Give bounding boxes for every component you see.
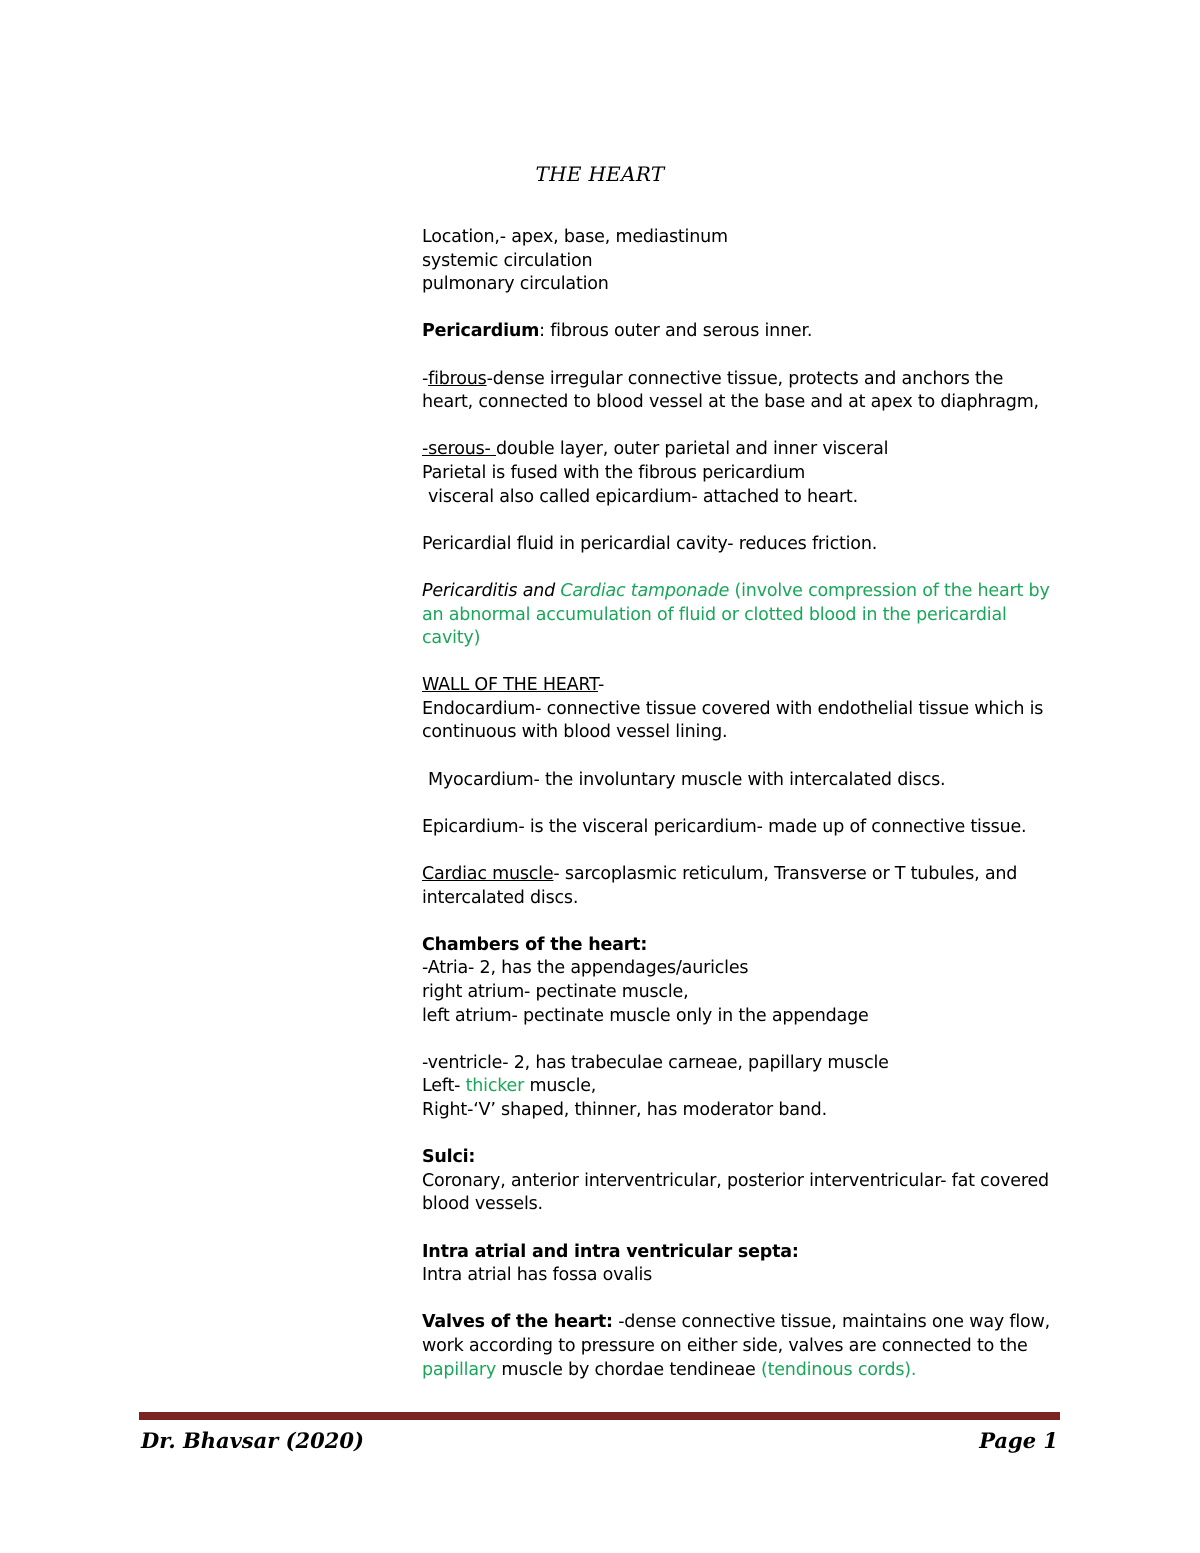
left-prefix: Left-: [422, 1076, 466, 1097]
valves-line-1: [422, 1311, 1072, 1335]
fibrous-term: fibrous: [428, 368, 487, 389]
fibrous-line-2: heart, connected to blood vessel at the base and at apex to diaphragm,: [422, 392, 1039, 413]
left-ventricle-line: [422, 1075, 1072, 1099]
serous-term: -serous-: [422, 439, 497, 460]
atria-line: -Atria- 2, has the appendages/auricles: [422, 958, 749, 979]
chambers-heading: Chambers of the heart:: [422, 934, 648, 955]
valves-text-1: -dense connective tissue, maintains one way flow,: [612, 1312, 1051, 1333]
serous-line-1: [422, 438, 1072, 462]
sulci-line-1: Coronary, anterior interventricular, posterior interventricular- fat covered: [422, 1170, 1049, 1191]
left-atrium-line: left atrium- pectinate muscle only in the appendage: [422, 1005, 869, 1026]
cardiac-muscle-line-1: [422, 863, 1072, 887]
sulci-line-2: blood vessels.: [422, 1194, 543, 1215]
endocardium-line-2: continuous with blood vessel lining.: [422, 722, 728, 743]
left-suffix: muscle,: [524, 1076, 597, 1097]
valves-line-3: [422, 1359, 1072, 1383]
fibrous-line-1: [422, 368, 1072, 392]
right-ventricle-line: Right-‘V’ shaped, thinner, has moderator band.: [422, 1099, 827, 1120]
page-title: THE HEART: [535, 162, 665, 186]
systemic-line: systemic circulation: [422, 250, 593, 271]
tamponade-text-3: cavity): [422, 628, 481, 649]
wall-heading-suffix: -: [598, 675, 605, 696]
septa-line: Intra atrial has fossa ovalis: [422, 1265, 653, 1286]
pericardial-fluid-line: Pericardial fluid in pericardial cavity- reduces friction.: [422, 533, 878, 554]
papillary-term: papillary: [422, 1359, 497, 1380]
tamponade-text-2: an abnormal accumulation of fluid or clotted blood in the pericardial: [422, 604, 1007, 625]
valves-text-3: muscle by chordae tendineae: [496, 1359, 761, 1380]
pericardium-heading: Pericardium: [422, 321, 540, 342]
valves-line-2: work according to pressure on either side, valves are connected to the: [422, 1335, 1028, 1356]
pericarditis-term: Pericarditis and: [422, 580, 561, 601]
footer-rule: [139, 1412, 1060, 1420]
pericardium-text: : fibrous outer and serous inner.: [539, 321, 813, 342]
myocardium-line: Myocardium- the involuntary muscle with intercalated discs.: [428, 769, 946, 790]
serous-line-2: Parietal is fused with the fibrous pericardium: [422, 462, 806, 483]
serous-line-3: visceral also called epicardium- attached to heart.: [428, 486, 858, 507]
serous-text: double layer, outer parietal and inner visceral: [496, 439, 889, 460]
septa-heading: Intra atrial and intra ventricular septa:: [422, 1241, 799, 1262]
pulmonary-line: pulmonary circulation: [422, 274, 609, 295]
fibrous-text: -dense irregular connective tissue, protects and anchors the: [486, 368, 1004, 389]
endocardium-line-1: Endocardium- connective tissue covered with endothelial tissue which is: [422, 698, 1044, 719]
cardiac-muscle-term: Cardiac muscle: [422, 864, 554, 885]
cardiac-muscle-line-2: intercalated discs.: [422, 887, 579, 908]
wall-heading: WALL OF THE HEART: [422, 675, 599, 696]
tamponade-term: Cardiac tamponade: [560, 580, 730, 601]
right-atrium-line: right atrium- pectinate muscle,: [422, 982, 689, 1002]
footer-author: Dr. Bhavsar (2020): [141, 1428, 364, 1453]
footer-page-number: Page 1: [979, 1428, 1058, 1453]
thicker-term: thicker: [465, 1076, 525, 1097]
location-line: Location,- apex, base, mediastinum: [422, 227, 728, 247]
epicardium-line: Epicardium- is the visceral pericardium- made up of connective tissue.: [422, 816, 1027, 837]
tamponade-text-1: (involve compression of the heart by: [729, 580, 1050, 601]
cardiac-muscle-text: - sarcoplasmic reticulum, Transverse or T tubules, and: [553, 864, 1018, 885]
valves-heading: Valves of the heart:: [422, 1312, 613, 1333]
fibrous-prefix: -: [422, 368, 429, 389]
pericarditis-line-1: [422, 580, 1072, 604]
ventricle-line: -ventricle- 2, has trabeculae carneae, papillary muscle: [422, 1052, 889, 1073]
tendinous-term: (tendinous cords).: [760, 1359, 917, 1380]
pericardium-paragraph: [422, 320, 1072, 344]
wall-heading-line: [422, 674, 1072, 698]
sulci-heading: Sulci:: [422, 1147, 476, 1168]
document-body: [422, 226, 1072, 1382]
